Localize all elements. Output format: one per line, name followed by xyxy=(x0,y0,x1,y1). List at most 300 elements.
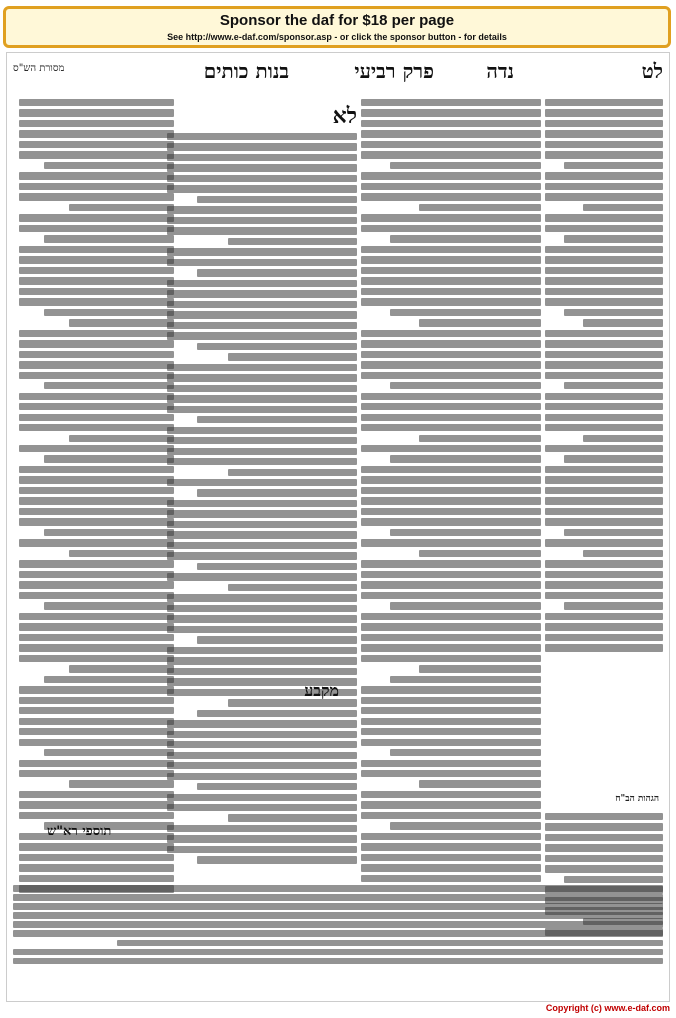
text-line xyxy=(361,592,541,599)
text-line xyxy=(545,120,663,127)
text-line xyxy=(545,508,663,515)
sponsor-subtitle[interactable]: See http://www.e-daf.com/sponsor.asp - or click the sponsor button - for details xyxy=(167,32,507,42)
text-line xyxy=(545,267,663,274)
text-line xyxy=(419,204,541,211)
text-line xyxy=(19,801,174,808)
text-line xyxy=(167,668,357,675)
text-line xyxy=(390,676,541,683)
text-line xyxy=(19,571,174,578)
text-line xyxy=(19,518,174,525)
text-line xyxy=(390,529,541,536)
text-line xyxy=(19,539,174,546)
text-line xyxy=(361,193,541,200)
text-line xyxy=(583,319,663,326)
text-line xyxy=(361,109,541,116)
text-line xyxy=(361,487,541,494)
text-line xyxy=(419,435,541,442)
text-line xyxy=(19,854,174,861)
text-line xyxy=(19,812,174,819)
text-line xyxy=(167,825,357,832)
text-line xyxy=(19,393,174,400)
text-line xyxy=(361,466,541,473)
text-line xyxy=(564,602,663,609)
text-line xyxy=(361,707,541,714)
text-line xyxy=(361,424,541,431)
text-line xyxy=(545,487,663,494)
text-line xyxy=(583,550,663,557)
tractate-name: נדה xyxy=(486,59,514,83)
text-line xyxy=(19,225,174,232)
text-line xyxy=(167,762,357,769)
text-line xyxy=(19,770,174,777)
text-line xyxy=(19,330,174,337)
text-line xyxy=(545,539,663,546)
text-line xyxy=(545,623,663,630)
text-line xyxy=(545,855,663,862)
text-line xyxy=(19,414,174,421)
text-line xyxy=(19,109,174,116)
text-line xyxy=(545,581,663,588)
text-line xyxy=(545,214,663,221)
text-line xyxy=(545,361,663,368)
text-line xyxy=(167,395,357,402)
text-line xyxy=(167,185,357,192)
text-line xyxy=(361,476,541,483)
text-line xyxy=(197,489,357,496)
text-line xyxy=(167,657,357,664)
text-line xyxy=(167,427,357,434)
tosafot-rosh-title: תוספי רא"ש xyxy=(47,824,112,839)
text-line xyxy=(361,634,541,641)
text-line xyxy=(564,309,663,316)
text-line xyxy=(197,856,357,863)
text-line xyxy=(545,172,663,179)
text-line xyxy=(69,550,174,557)
text-line xyxy=(44,162,174,169)
text-line xyxy=(197,783,357,790)
text-line xyxy=(13,921,663,928)
text-line xyxy=(361,718,541,725)
text-line xyxy=(13,894,663,901)
text-line xyxy=(167,311,357,318)
daf-number: לט xyxy=(641,59,663,83)
text-line xyxy=(390,602,541,609)
text-line xyxy=(19,718,174,725)
text-line xyxy=(228,584,357,591)
text-line xyxy=(361,697,541,704)
text-line xyxy=(167,510,357,517)
text-line xyxy=(197,416,357,423)
text-line xyxy=(228,469,357,476)
text-line xyxy=(19,634,174,641)
text-line xyxy=(167,731,357,738)
text-line xyxy=(361,623,541,630)
text-line xyxy=(545,613,663,620)
text-line xyxy=(361,497,541,504)
text-line xyxy=(545,183,663,190)
gemara-lead-word: לא xyxy=(332,103,357,129)
text-line xyxy=(545,823,663,830)
text-line xyxy=(167,154,357,161)
text-line xyxy=(228,353,357,360)
masoret-label: מסורת הש"ס xyxy=(13,63,65,74)
text-line xyxy=(390,162,541,169)
text-line xyxy=(19,864,174,871)
text-line xyxy=(167,280,357,287)
text-line xyxy=(19,99,174,106)
text-line xyxy=(69,665,174,672)
text-line xyxy=(390,382,541,389)
text-line xyxy=(13,958,663,965)
ein-mishpat-column xyxy=(545,99,663,659)
text-line xyxy=(419,780,541,787)
text-line xyxy=(19,560,174,567)
text-line xyxy=(167,437,357,444)
text-line xyxy=(545,414,663,421)
text-line xyxy=(545,644,663,651)
text-line xyxy=(361,340,541,347)
text-line xyxy=(19,739,174,746)
text-line xyxy=(167,605,357,612)
text-line xyxy=(545,813,663,820)
text-line xyxy=(545,518,663,525)
text-line xyxy=(545,288,663,295)
tosafot-commentary xyxy=(19,99,174,899)
text-line xyxy=(167,143,357,150)
text-line xyxy=(361,393,541,400)
text-line xyxy=(19,298,174,305)
text-line xyxy=(361,613,541,620)
text-line xyxy=(545,256,663,263)
text-line xyxy=(19,644,174,651)
text-line xyxy=(197,196,357,203)
text-line xyxy=(167,227,357,234)
text-line xyxy=(545,466,663,473)
text-line xyxy=(19,361,174,368)
text-line xyxy=(167,846,357,853)
text-line xyxy=(19,277,174,284)
text-line xyxy=(167,521,357,528)
text-line xyxy=(167,301,357,308)
text-line xyxy=(167,594,357,601)
text-line xyxy=(167,175,357,182)
text-line xyxy=(167,720,357,727)
text-line xyxy=(419,319,541,326)
text-line xyxy=(361,854,541,861)
text-line xyxy=(545,497,663,504)
text-line xyxy=(69,204,174,211)
text-line xyxy=(197,269,357,276)
text-line xyxy=(361,361,541,368)
text-line xyxy=(545,298,663,305)
text-line xyxy=(19,246,174,253)
text-line xyxy=(19,445,174,452)
text-line xyxy=(545,634,663,641)
text-line xyxy=(545,372,663,379)
text-line xyxy=(545,225,663,232)
text-line xyxy=(545,424,663,431)
text-line xyxy=(167,406,357,413)
text-line xyxy=(361,518,541,525)
sponsor-title[interactable]: Sponsor the daf for $18 per page xyxy=(219,12,455,29)
text-line xyxy=(167,164,357,171)
text-line xyxy=(361,99,541,106)
text-line xyxy=(564,382,663,389)
text-line xyxy=(167,626,357,633)
text-line xyxy=(19,613,174,620)
text-line xyxy=(361,130,541,137)
text-line xyxy=(361,172,541,179)
text-line xyxy=(19,843,174,850)
text-line xyxy=(361,141,541,148)
bottom-commentary xyxy=(13,885,663,975)
text-line xyxy=(545,844,663,851)
text-line xyxy=(361,812,541,819)
text-line xyxy=(44,676,174,683)
text-line xyxy=(167,206,357,213)
text-line xyxy=(545,834,663,841)
text-line xyxy=(361,151,541,158)
text-line xyxy=(361,225,541,232)
text-line xyxy=(545,193,663,200)
text-line xyxy=(419,665,541,672)
text-line xyxy=(197,636,357,643)
text-line xyxy=(361,644,541,651)
text-line xyxy=(361,372,541,379)
text-line xyxy=(361,183,541,190)
text-line xyxy=(167,531,357,538)
text-line xyxy=(13,912,663,919)
text-line xyxy=(19,172,174,179)
text-line xyxy=(361,686,541,693)
text-line xyxy=(69,319,174,326)
text-line xyxy=(167,248,357,255)
text-line xyxy=(545,130,663,137)
text-line xyxy=(19,256,174,263)
text-line xyxy=(361,843,541,850)
sponsor-banner[interactable] xyxy=(3,6,671,48)
text-line xyxy=(13,903,663,910)
text-line xyxy=(19,288,174,295)
text-line xyxy=(167,290,357,297)
text-line xyxy=(167,552,357,559)
text-line xyxy=(167,448,357,455)
text-line xyxy=(583,435,663,442)
text-line xyxy=(19,141,174,148)
text-line xyxy=(545,571,663,578)
text-line xyxy=(361,403,541,410)
text-line xyxy=(167,741,357,748)
text-line xyxy=(361,770,541,777)
text-line xyxy=(361,508,541,515)
text-line xyxy=(361,655,541,662)
text-line xyxy=(69,435,174,442)
text-line xyxy=(19,623,174,630)
text-line xyxy=(167,217,357,224)
text-line xyxy=(390,309,541,316)
text-line xyxy=(361,288,541,295)
text-line xyxy=(564,876,663,883)
text-line xyxy=(361,214,541,221)
text-line xyxy=(44,235,174,242)
copyright-footer[interactable]: Copyright (c) www.e-daf.com xyxy=(545,1003,670,1013)
text-line xyxy=(13,949,663,956)
text-line xyxy=(361,351,541,358)
text-line xyxy=(197,343,357,350)
text-line xyxy=(19,728,174,735)
text-line xyxy=(167,804,357,811)
text-line xyxy=(228,238,357,245)
text-line xyxy=(361,330,541,337)
text-line xyxy=(361,864,541,871)
text-line xyxy=(361,739,541,746)
text-line xyxy=(167,259,357,266)
text-line xyxy=(19,267,174,274)
text-line xyxy=(545,445,663,452)
text-line xyxy=(167,752,357,759)
text-line xyxy=(167,133,357,140)
text-line xyxy=(361,791,541,798)
text-line xyxy=(197,563,357,570)
text-line xyxy=(19,183,174,190)
text-line xyxy=(167,542,357,549)
text-line xyxy=(390,455,541,462)
text-line xyxy=(19,581,174,588)
text-line xyxy=(44,455,174,462)
text-line xyxy=(167,479,357,486)
text-line xyxy=(545,476,663,483)
text-line xyxy=(19,476,174,483)
text-line xyxy=(19,686,174,693)
text-line xyxy=(44,749,174,756)
text-line xyxy=(13,885,663,892)
text-line xyxy=(19,497,174,504)
text-line xyxy=(361,256,541,263)
chapter-number: פרק רביעי xyxy=(354,59,434,83)
text-line xyxy=(69,780,174,787)
text-line xyxy=(167,322,357,329)
text-line xyxy=(361,539,541,546)
text-line xyxy=(19,214,174,221)
text-line xyxy=(19,508,174,515)
text-line xyxy=(545,277,663,284)
text-line xyxy=(361,875,541,882)
text-line xyxy=(545,141,663,148)
text-line xyxy=(545,340,663,347)
text-line xyxy=(564,455,663,462)
text-line xyxy=(167,615,357,622)
text-line xyxy=(361,571,541,578)
text-line xyxy=(19,120,174,127)
text-line xyxy=(167,573,357,580)
text-line xyxy=(19,875,174,882)
text-line xyxy=(583,204,663,211)
text-line xyxy=(19,697,174,704)
text-line xyxy=(167,364,357,371)
text-line xyxy=(545,109,663,116)
gemara-text xyxy=(167,133,357,873)
text-line xyxy=(19,130,174,137)
text-line xyxy=(19,707,174,714)
text-line xyxy=(545,246,663,253)
text-line xyxy=(197,710,357,717)
text-line xyxy=(361,277,541,284)
text-line xyxy=(44,602,174,609)
chapter-name: בנות כותים xyxy=(203,59,289,83)
text-line xyxy=(390,749,541,756)
text-line xyxy=(13,930,663,937)
text-line xyxy=(19,592,174,599)
text-line xyxy=(44,382,174,389)
text-line xyxy=(361,298,541,305)
gemara-heading-word: מקבע xyxy=(304,681,339,700)
text-line xyxy=(545,560,663,567)
text-line xyxy=(545,330,663,337)
text-line xyxy=(167,794,357,801)
text-line xyxy=(19,487,174,494)
text-line xyxy=(545,151,663,158)
text-line xyxy=(19,424,174,431)
text-line xyxy=(167,458,357,465)
text-line xyxy=(361,414,541,421)
text-line xyxy=(361,581,541,588)
text-line xyxy=(361,120,541,127)
text-line xyxy=(19,403,174,410)
text-line xyxy=(167,385,357,392)
text-line xyxy=(361,760,541,767)
text-line xyxy=(19,340,174,347)
text-line xyxy=(545,99,663,106)
text-line xyxy=(564,235,663,242)
text-line xyxy=(167,374,357,381)
text-line xyxy=(19,655,174,662)
text-line xyxy=(361,833,541,840)
text-line xyxy=(19,466,174,473)
text-line xyxy=(19,193,174,200)
text-line xyxy=(545,351,663,358)
text-line xyxy=(361,801,541,808)
text-line xyxy=(19,372,174,379)
text-line xyxy=(361,560,541,567)
text-line xyxy=(564,162,663,169)
text-line xyxy=(19,760,174,767)
text-line xyxy=(167,332,357,339)
hagahot-title: הגהות הב"ח xyxy=(615,794,659,804)
page-header xyxy=(7,53,669,91)
text-line xyxy=(390,822,541,829)
text-line xyxy=(545,865,663,872)
text-line xyxy=(361,728,541,735)
text-line xyxy=(167,500,357,507)
text-line xyxy=(361,246,541,253)
text-line xyxy=(167,835,357,842)
text-line xyxy=(167,773,357,780)
text-line xyxy=(19,791,174,798)
text-line xyxy=(228,814,357,821)
text-line xyxy=(545,403,663,410)
text-line xyxy=(361,267,541,274)
gemara-lead xyxy=(167,103,357,131)
text-line xyxy=(419,550,541,557)
talmud-page xyxy=(6,52,670,1002)
text-line xyxy=(167,647,357,654)
text-line xyxy=(564,529,663,536)
text-line xyxy=(117,940,663,947)
text-line xyxy=(545,592,663,599)
text-line xyxy=(361,445,541,452)
rashi-commentary xyxy=(361,99,541,889)
text-line xyxy=(44,529,174,536)
